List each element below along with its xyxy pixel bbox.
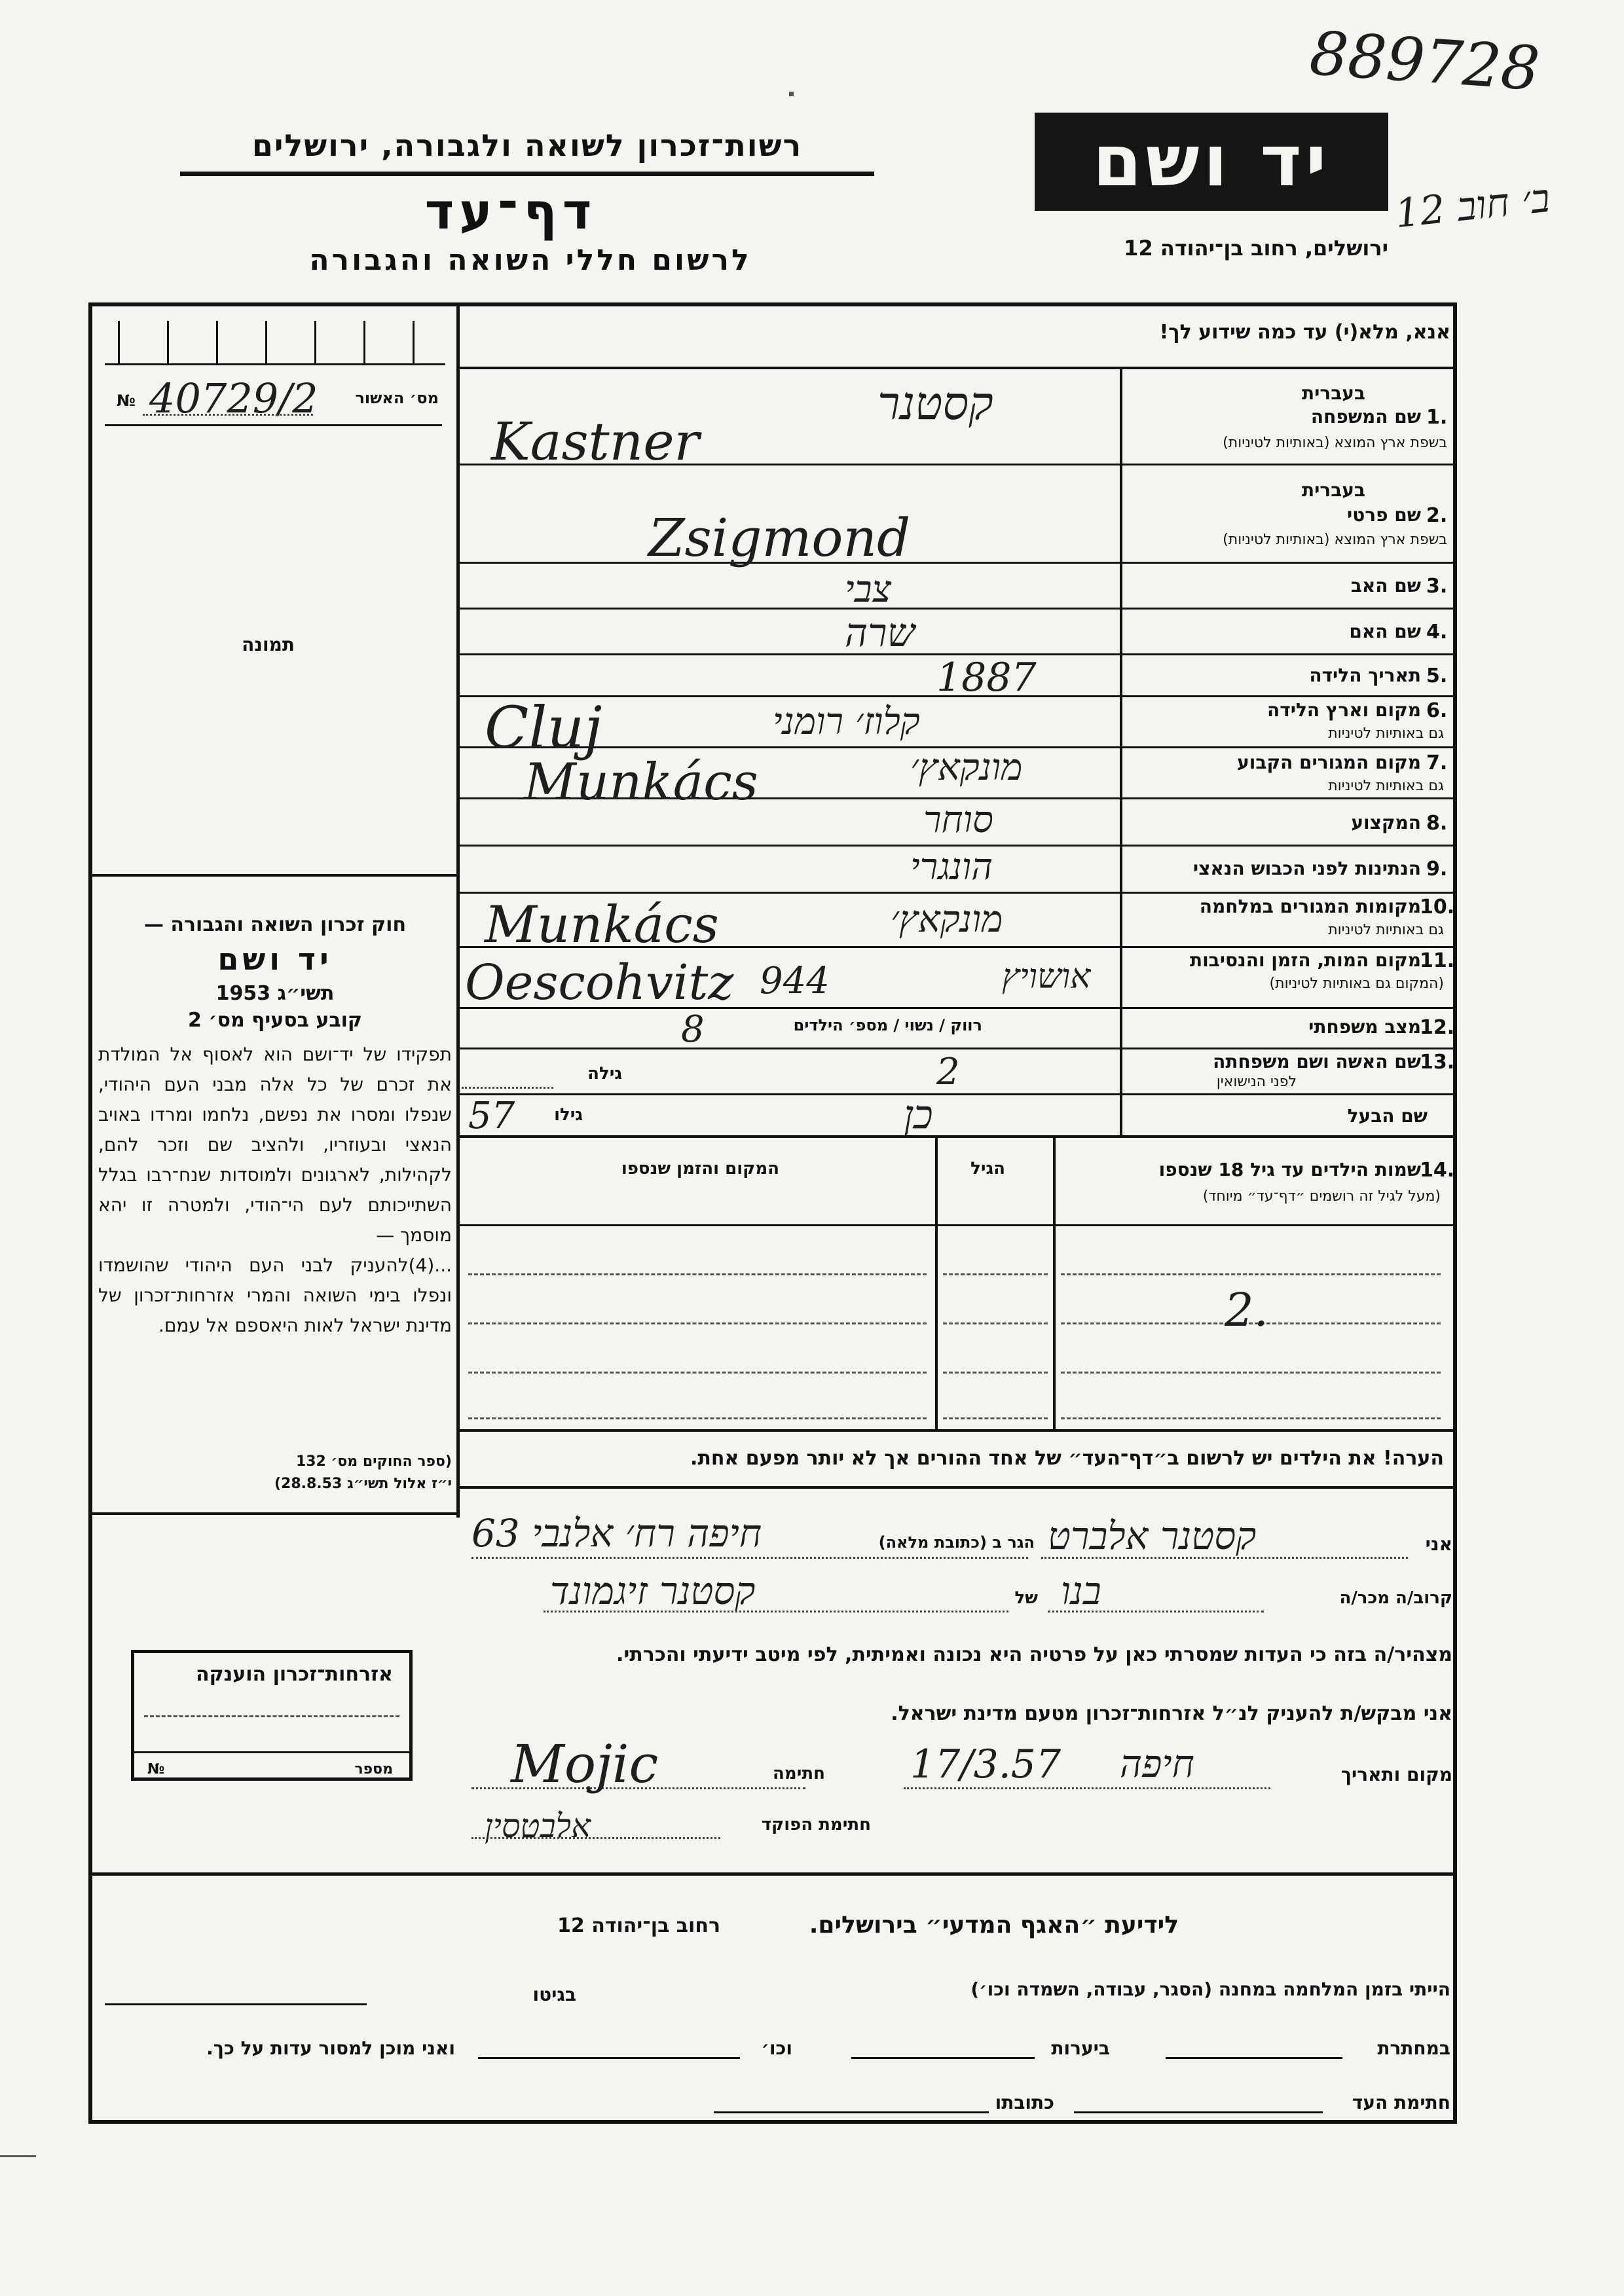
declaration-place: חיפה	[1120, 1741, 1194, 1786]
field-2-hebrew-tag: בעברית	[1301, 479, 1365, 501]
approval-rule	[105, 424, 442, 426]
field-1-hebrew-tag: בעברית	[1301, 382, 1365, 404]
footer-ghetto: בגיטו	[532, 1984, 576, 2005]
children-header-sub: (מעל לגיל זה רושמים ״דף־עד״ מיוחד)	[1202, 1188, 1441, 1205]
footer-address: רחוב בן־יהודה 12	[557, 1914, 720, 1937]
field-7-number: 7.	[1426, 752, 1448, 774]
law-section: קובע בסעיף מס׳ 2	[187, 1009, 363, 1032]
family-name-hebrew: קסטנר	[877, 376, 993, 430]
footer-witness-address: כתובתו	[995, 2092, 1054, 2113]
law-reference-2: י״ז אלול תשי״ג 28.8.53)	[274, 1476, 452, 1492]
children-row-3-name	[1061, 1372, 1441, 1374]
children-header-place: המקום והזמן שנספו	[621, 1159, 779, 1178]
children-count: 8	[681, 1008, 705, 1051]
citizenship-inner-rule	[134, 1751, 409, 1753]
field-3-label: שם האב	[1350, 575, 1421, 596]
field-9-label: הנתינות לפני הכבוש הנאצי	[1192, 858, 1421, 879]
approval-number-boxes	[105, 314, 445, 367]
field-5-label: תאריך הלידה	[1309, 665, 1421, 686]
field-6-number: 6.	[1426, 699, 1448, 722]
law-year: תשי״ג 1953	[215, 982, 335, 1005]
of-name: קסטנר זיגמונד	[550, 1569, 756, 1613]
remark-bottom-rule	[460, 1486, 1453, 1489]
citizenship-dash-1	[144, 1715, 399, 1717]
approval-label: מס׳ האשור	[355, 389, 439, 407]
field-1-label: שם המשפחה	[1310, 406, 1421, 428]
field-2-number: 2.	[1426, 504, 1448, 527]
field-4-label: שם האם	[1349, 621, 1421, 642]
field-9-number: 9.	[1426, 858, 1448, 881]
witness-signature-fill-line	[1074, 2111, 1323, 2113]
footer-underground: במחתרת	[1377, 2037, 1450, 2059]
left-column-border	[456, 306, 460, 1518]
citizenship-prefix: №	[147, 1761, 165, 1777]
plea-text: אנא, מלא(י) עד כמה שידוע לך!	[1159, 321, 1450, 344]
field-13-number: 13.	[1420, 1051, 1455, 1074]
declaration-date: 17/3.57	[910, 1741, 1061, 1787]
officer-signature-label: חתימת הפוקד	[761, 1815, 871, 1834]
children-number: 14.	[1420, 1159, 1455, 1182]
children-row-3-age	[943, 1372, 1048, 1374]
husband-age: 57	[468, 1095, 515, 1137]
wartime-residence-latin: Munkács	[485, 896, 719, 955]
wife-age: 2	[936, 1051, 960, 1093]
footer-forests: ביערות	[1051, 2037, 1110, 2059]
field-12-label: מצב משפחתי	[1308, 1016, 1421, 1038]
plea-rule	[460, 367, 1453, 369]
field-2-label: שם פרטי	[1346, 504, 1421, 526]
declarant-ani: אני	[1425, 1533, 1452, 1555]
wife-age-label: גילה	[587, 1064, 622, 1084]
residence-hebrew: מונקאץ׳	[910, 746, 1023, 789]
law-title: חוק זכרון השואה והגבורה —	[143, 913, 407, 936]
field-8-number: 8.	[1426, 812, 1448, 835]
field-12-number: 12.	[1420, 1016, 1455, 1039]
declarant-address: חיפה רח׳ אלנבי 63	[471, 1511, 762, 1556]
relation: בנו	[1061, 1569, 1101, 1613]
husband-label: שם הבעל	[1347, 1105, 1428, 1127]
rule-after-husband	[460, 1135, 1453, 1138]
law-top-rule	[92, 874, 456, 877]
law-text-2: ...(4)להעניק לבני העם היהודי שהושמדו ונפלו בימי השואה והמרי אזרחות־זכרון של מדינת ישראל לאות היאספם אל עמם.	[98, 1254, 452, 1336]
field-13-label: שם האשה ושם משפחתה	[1213, 1051, 1421, 1072]
nationality: הונגרי	[910, 846, 993, 888]
children-row-4-age	[943, 1417, 1048, 1419]
field-6-label: מקום וארץ הלידה	[1267, 699, 1421, 721]
footer-witness-signature: חתימת העד	[1352, 2092, 1450, 2113]
request-text: אני מבקש/ת להעניק לנ״ל אזרחות־זכרון מטעם מדינת ישראל.	[891, 1702, 1452, 1725]
father-name: צבי	[845, 568, 892, 611]
forests-fill-line	[851, 2057, 1035, 2059]
witness-address-fill-line	[714, 2111, 989, 2113]
rule-after-3	[460, 608, 1453, 610]
field-10-latin-note: גם באותיות לטיניות	[1328, 922, 1444, 938]
family-name-latin: Kastner	[491, 411, 699, 472]
scan-mark-2	[789, 92, 794, 96]
field-10-number: 10.	[1420, 896, 1455, 919]
underground-fill-line	[1166, 2057, 1342, 2059]
field-3-number: 3.	[1426, 575, 1448, 598]
org-underline	[180, 172, 874, 176]
citizenship-title: אזרחות־זכרון הוענקה	[195, 1663, 393, 1686]
left-column-bottom-rule	[92, 1512, 460, 1515]
law-name: יד ושם	[217, 941, 333, 977]
children-row-4-name	[1061, 1417, 1441, 1419]
death-place-hebrew: אושויץ	[1002, 957, 1091, 996]
scan-mark-1	[0, 2155, 36, 2157]
address-label: הגר ב (כתובת מלאה)	[878, 1533, 1035, 1552]
field-7-latin-note: גם באותיות לטיניות	[1328, 778, 1444, 794]
field-4-number: 4.	[1426, 621, 1448, 644]
of-label: של	[1014, 1588, 1038, 1608]
birth-place-latin: Cluj	[485, 694, 602, 761]
place-date-dots	[904, 1787, 1270, 1789]
mother-name: שרה	[845, 610, 915, 656]
children-row-1-name	[1061, 1273, 1441, 1275]
field-5-number: 5.	[1426, 665, 1448, 687]
footer-camp-line: הייתי בזמן המלחמה במחנה (הסגר, עבודה, השמדה וכו׳)	[970, 1978, 1450, 2000]
children-col-border-2	[1053, 1138, 1056, 1429]
rule-after-13	[460, 1093, 1453, 1095]
remark: הערה! את הילדים יש לרשום ב״דף־העד״ של אחד ההורים אך לא יותר מפעם אחת.	[690, 1447, 1444, 1470]
relative-label: קרוב/ה מכר/ה	[1339, 1588, 1452, 1608]
field-1-latin-note: בשפת ארץ המוצא (באותיות לטיניות)	[1223, 435, 1447, 451]
ghetto-fill-line	[105, 2003, 367, 2005]
wartime-residence-hebrew: מונקאץ׳	[891, 898, 1003, 941]
field-10-label: מקומות המגורים במלחמה	[1199, 896, 1421, 917]
place-date-label: מקום ותאריך	[1340, 1764, 1452, 1785]
children-row-2-age	[943, 1322, 1048, 1324]
signature-label: חתימה	[773, 1764, 825, 1783]
husband-value: כן	[904, 1092, 933, 1138]
yad-vashem-logo: יד ושם	[1035, 113, 1388, 211]
margin-note: ב׳ חוב 12	[1392, 175, 1553, 238]
declarant-name: קסטנר אלברט	[1048, 1514, 1257, 1558]
wife-age-dots	[462, 1087, 553, 1089]
occupation: סוחר	[923, 799, 993, 841]
children-row-3-place	[468, 1372, 927, 1374]
form-subtitle: לרשום חללי השואה והגבורה	[309, 244, 752, 277]
field-6-latin-note: גם באותיות לטיניות	[1328, 725, 1444, 742]
death-place-latin: Oescohvitz	[465, 955, 734, 1011]
citizenship-number-label: מספר	[354, 1761, 393, 1777]
footer-etc: וכו׳	[761, 2037, 792, 2059]
husband-age-label: גילו	[554, 1105, 583, 1125]
children-row-4-place	[468, 1417, 927, 1419]
etc-fill-line	[478, 2057, 740, 2059]
institute-address: ירושלים, רחוב בן־יהודה 12	[1124, 236, 1388, 261]
org-name: רשות־זכרון לשואה ולגבורה, ירושלים	[251, 128, 803, 163]
marital-status-options: רווק / נשוי / מספ׳ הילדים	[793, 1016, 982, 1034]
children-header-name: שמות הילדים עד גיל 18 שנספו	[1158, 1159, 1421, 1180]
children-row-1-age	[943, 1273, 1048, 1275]
field-11-sub-note: (המקום גם באותיות לטיניות)	[1269, 975, 1444, 992]
death-year: 944	[760, 960, 830, 1002]
photo-label: תמונה	[242, 634, 295, 655]
children-header-rule	[460, 1224, 1453, 1226]
declarant-signature: Mojic	[511, 1734, 659, 1795]
children-entry: 2.	[1225, 1283, 1268, 1337]
children-row-2-place	[468, 1322, 927, 1324]
field-13-sub-note: לפני הנישואין	[1216, 1074, 1297, 1090]
archive-number: 889728	[1307, 18, 1542, 105]
field-1-number: 1.	[1426, 406, 1448, 429]
approval-prefix: №	[117, 392, 136, 410]
children-col-border-1	[935, 1138, 938, 1429]
main-bottom-rule	[92, 1872, 1453, 1876]
field-8-label: המקצוע	[1351, 812, 1421, 833]
law-block	[98, 913, 452, 1341]
birth-place-hebrew: קלוז׳ רומני	[773, 701, 920, 743]
first-name-latin: Zsigmond	[648, 507, 911, 568]
field-11-label: מקום המות, הזמן והנסיבות	[1189, 949, 1421, 971]
rule-after-2	[460, 562, 1453, 564]
law-text: תפקידו של יד־ושם הוא לאסוף אל המולדת את זכרם של כל אלה מבני העם היהודי, שנפלו ומסרו את נפשם, נלחמו ומרדו באויב הנאצי ובעוזריו, ולהציב שם וזכר להם, לקהילות, לארגונים ולמוסדות שנח־רבו בגלל השתייכותם לעם הי־הודי, ולמטרה זו יהא מוסמך —	[98, 1044, 452, 1246]
residence-latin: Munkács	[524, 753, 758, 812]
footer-ready: ואני מוכן למסור עדות על כך.	[206, 2037, 455, 2059]
approval-dots	[143, 414, 313, 416]
field-11-number: 11.	[1420, 949, 1455, 972]
rule-after-9	[460, 892, 1453, 894]
officer-signature: אלבטסין	[485, 1807, 591, 1845]
field-7-label: מקום המגורים הקבוע	[1237, 752, 1421, 773]
footer-title: לידיעת ״האגף המדעי״ בירושלים.	[809, 1912, 1179, 1939]
rule-after-12	[460, 1048, 1453, 1049]
declaration-text: מצהיר/ה בזה כי העדות שמסרתי כאן על פרטיה היא נכונה ואמיתית, לפי מיטב ידיעתי והכרתי.	[616, 1643, 1452, 1666]
children-header-age: הגיל	[970, 1159, 1005, 1178]
address-dots	[471, 1557, 1028, 1559]
approval-number: 40729/2	[149, 374, 318, 422]
field-label-column-border	[1120, 369, 1122, 1135]
law-reference-1: (ספר החוקים מס׳ 132	[295, 1453, 452, 1470]
children-row-1-place	[468, 1273, 927, 1275]
birth-date: 1887	[936, 655, 1037, 701]
children-bottom-rule	[460, 1429, 1453, 1432]
field-2-latin-note: בשפת ארץ המוצא (באותיות לטיניות)	[1223, 532, 1447, 548]
form-title: דף־עד	[424, 182, 597, 240]
